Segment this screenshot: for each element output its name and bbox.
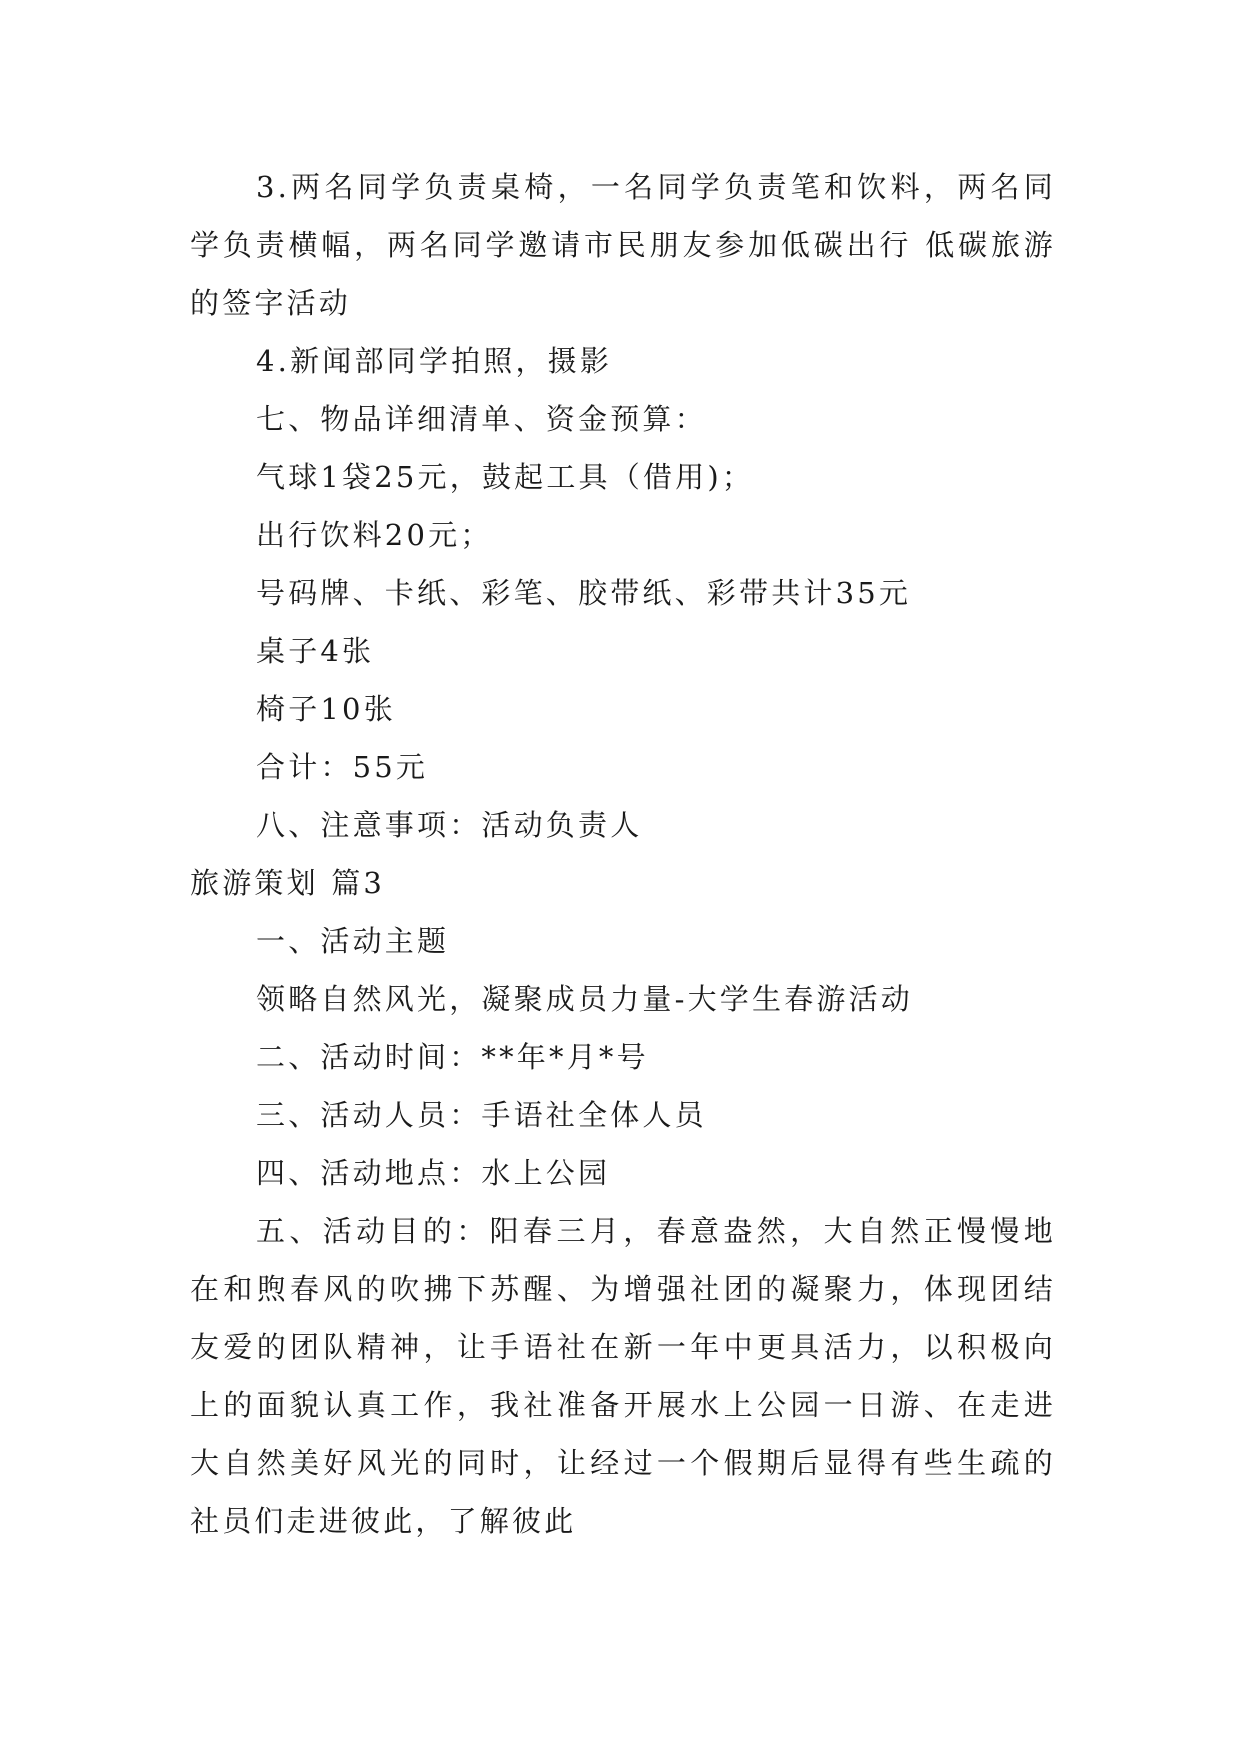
section-heading-theme: 一、活动主题 bbox=[256, 924, 450, 958]
paragraph-purpose: 五、活动目的：阳春三月，春意盎然，大自然正慢慢地在和煦春风的吹拂下苏醒、为增强社团的凝聚力，体现团结友爱的团队精神，让手语社在新一年中更具活力，以积极向上的面貌认真工作，我社准备开展水上公园一日游、在走进大自然美好风光的同时，让经过一个假期后显得有些生疏的社员们走进彼此，了解彼此 bbox=[190, 1214, 1056, 1538]
budget-item-chairs: 椅子10张 bbox=[256, 692, 396, 726]
paragraph-location: 四、活动地点：水上公园 bbox=[256, 1156, 611, 1190]
paragraph-theme: 领略自然风光，凝聚成员力量-大学生春游活动 bbox=[256, 982, 913, 1016]
paragraph-task-assignment: 3.两名同学负责桌椅，一名同学负责笔和饮料，两名同学负责横幅，两名同学邀请市民朋友参加低碳出行 低碳旅游的签字活动 bbox=[190, 170, 1056, 320]
paragraph-time: 二、活动时间：**年*月*号 bbox=[256, 1040, 649, 1074]
document-body bbox=[190, 158, 1056, 1550]
paragraph-participants: 三、活动人员：手语社全体人员 bbox=[256, 1098, 707, 1132]
budget-item-drinks: 出行饮料20元； bbox=[256, 518, 493, 552]
section-heading-notes: 八、注意事项：活动负责人 bbox=[256, 808, 643, 842]
paragraph-photography: 4.新闻部同学拍照，摄影 bbox=[256, 344, 613, 378]
budget-item-tables: 桌子4张 bbox=[256, 634, 375, 668]
section-heading-budget: 七、物品详细清单、资金预算： bbox=[256, 402, 707, 436]
budget-item-balloons: 气球1袋25元，鼓起工具（借用)； bbox=[256, 460, 755, 494]
budget-total: 合计：55元 bbox=[256, 750, 429, 784]
article-title: 旅游策划 篇3 bbox=[190, 866, 386, 900]
budget-item-supplies: 号码牌、卡纸、彩笔、胶带纸、彩带共计35元 bbox=[256, 576, 912, 610]
